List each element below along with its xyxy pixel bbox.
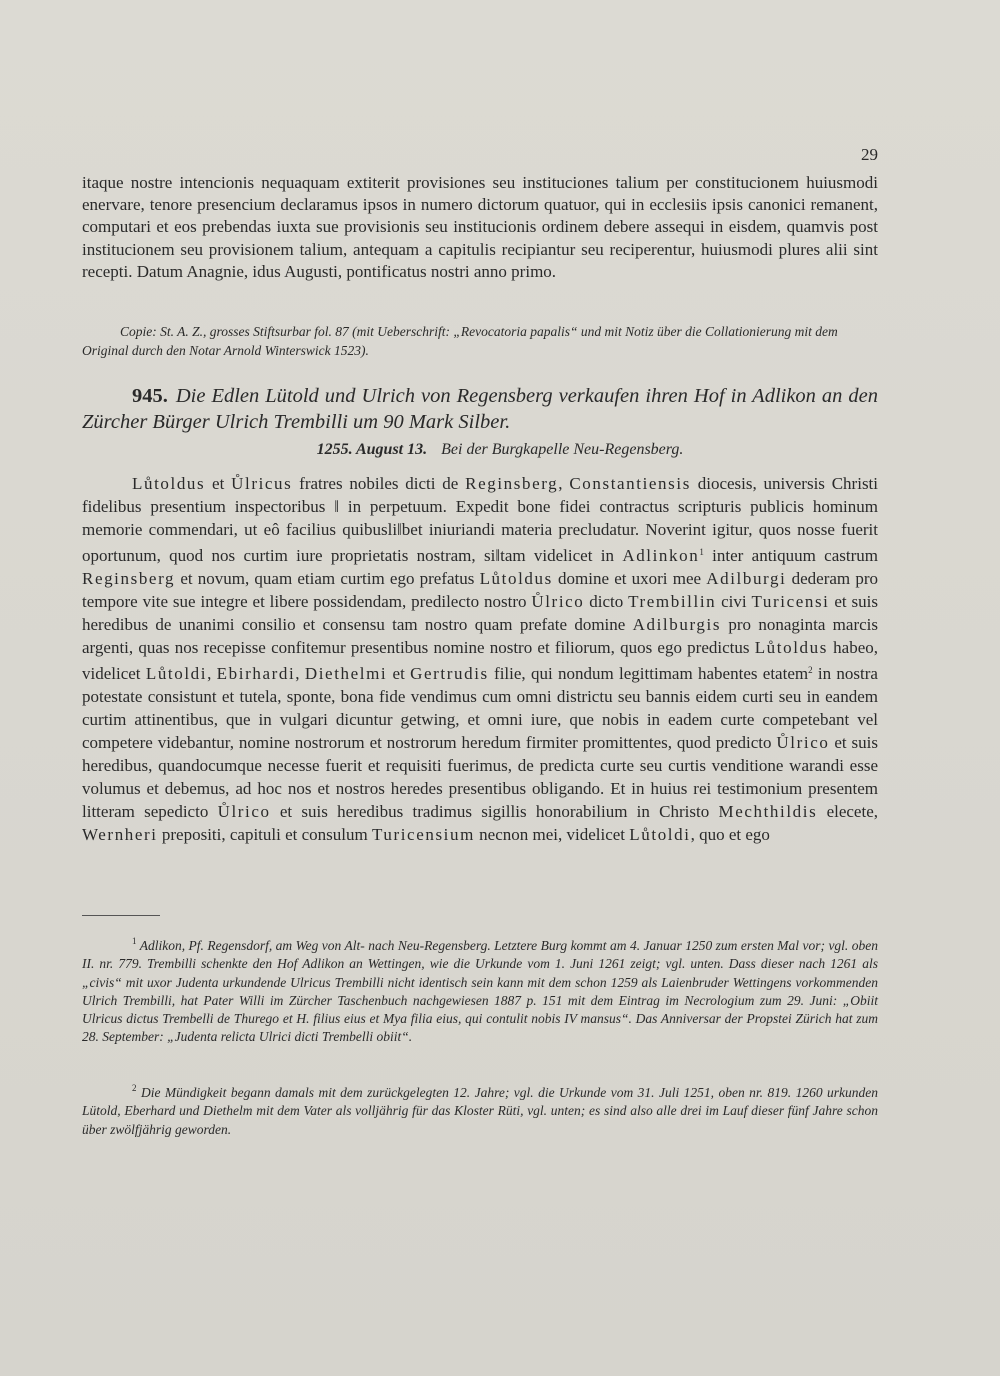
text-run: et suis heredibus de unanimi consilio et consensu tam nostro quam prefate domine [82, 592, 878, 634]
place-name: Constantiensis [569, 474, 691, 493]
person-name: Wernheri [82, 825, 158, 844]
person-name: Mechthildis [718, 802, 818, 821]
source-note-text: Copie: St. A. Z., grosses Stiftsurbar fol. 87 (mit Ueberschrift: „Revocatoria papalis“ und mit Notiz über die Collationierung mit dem Original durch den Notar Arnold Winterswick 1523). [82, 324, 838, 358]
document-number: 945. [132, 385, 168, 407]
footnote-2 [82, 1079, 878, 1139]
place-name: Reginsberg [465, 474, 559, 493]
text-run: , quo et ego [690, 825, 770, 844]
dateline [0, 441, 1000, 459]
document-place: Bei der Burgkapelle Neu-Regensberg. [441, 441, 684, 458]
place-name: Reginsberg [82, 569, 176, 588]
person-name: Ůlricus [231, 474, 293, 493]
text-run: dederam pro tempore vite sue integre et libere possidendam, predilecto nostro [82, 569, 878, 611]
place-name: Turicensi [751, 592, 830, 611]
text-run: , [558, 474, 570, 493]
person-name: Trembillin [628, 592, 717, 611]
person-name: Ůlrico [776, 733, 830, 752]
text-run: et novum, quam etiam curtim ego prefatus [175, 569, 480, 588]
place-name: Adlinkon [622, 546, 700, 565]
text-run: domine et uxori mee [552, 569, 707, 588]
text-run: pro nonaginta marcis argenti, quas nos recepisse confitemur presentibus nomine nostro et filiorum, quos ego predictus [82, 615, 878, 657]
footnote-divider [82, 915, 160, 916]
footnote-1 [82, 932, 878, 1047]
person-name: Lůtoldi [145, 664, 208, 683]
text-run: et [387, 664, 411, 683]
person-name: Ebirhardi [216, 664, 296, 683]
text-run: inter antiquum castrum [703, 546, 878, 565]
footnote-marker: 1 [132, 936, 137, 946]
text-run: dicto [584, 592, 629, 611]
text-run: civi [716, 592, 752, 611]
text-run: filie, qui nondum legittimam habentes etatem [488, 664, 809, 683]
text-run: et suis heredibus, quandocumque necesse fuerit et requisiti fuerimus, de predicta curte seu curtis venditione warandi esse volumus et debemus, ad hoc nos et nostros heredes presentibus obligando. Et in huius rei testimonium presentem litteram sepedicto [82, 733, 878, 821]
person-name: Gertrudis [410, 664, 489, 683]
charter-text [82, 472, 878, 846]
person-name: Adilburgi [706, 569, 787, 588]
document-date: 1255. August 13. [316, 441, 428, 458]
person-name: Adilburgis [632, 615, 722, 634]
place-name: Turicensium [371, 825, 475, 844]
text-run: et [205, 474, 232, 493]
footnote-ref: 2 [808, 665, 813, 675]
text-run: necnon mei, videlicet [474, 825, 630, 844]
text-run: diocesis, universis Christi fidelibus presentium inspectoribus ‖ in perpetuum. Expedit bone fidei contractus scripturis publicis hominum memorie commendari, ut eô facilius quibusli‖bet iniuriandi materia precludatur. Noverint igitur, quos nosse fuerit oportunum, quod nos curtim iure proprietatis nostram, si‖tam videlicet in [82, 474, 879, 565]
text-run: , [207, 664, 217, 683]
person-name: Ůlrico [531, 592, 585, 611]
text-run: fratres nobiles dicti de [292, 474, 466, 493]
page-number: 29 [861, 145, 878, 164]
text-run: et suis heredibus tradimus sigillis honorabilium in Christo [270, 802, 719, 821]
text-run: in nostra potestate consistunt et tutela, sponte, bona fide vendimus cum omni districtu seu bannis eidem curti seu in eandem curtim attinentibus, que in vulgari dicuntur getwing, et omni iure, que nobis in eadem curte competebant vel competere videbantur, nomine nostrorum et nostrorum heredum firmiter promittentes, quod predicto [82, 664, 878, 752]
person-name: Lůtoldus [754, 638, 828, 657]
text-run: , [295, 664, 305, 683]
person-name: Ůlrico [217, 802, 271, 821]
source-note [82, 322, 878, 360]
person-name: Lůtoldus [479, 569, 553, 588]
footnote-ref: 1 [699, 547, 704, 557]
person-name: Diethelmi [304, 664, 388, 683]
footnote-marker: 2 [132, 1083, 137, 1093]
person-name: Lůtoldi [629, 825, 691, 844]
document-heading [82, 383, 878, 435]
text-run: elecete, [817, 802, 878, 821]
footnote-text: Die Mündigkeit begann damals mit dem zurückgelegten 12. Jahre; vgl. die Urkunde vom 31. Juli 1251, oben nr. 819. 1260 urkunden Lütold, Eberhard und Diethelm mit dem Vater als volljährig für das Kloster Rüti, vgl. unten; es sind also alle drei im Lauf dieser fünf Jahre schon über zwölfjährig geworden. [82, 1085, 879, 1137]
person-name: Lůtoldus [132, 474, 206, 493]
document-title: Die Edlen Lütold und Ulrich von Regensberg verkaufen ihren Hof in Adlikon an den Zürcher Bürger Ulrich Trembilli um 90 Mark Silber. [82, 385, 878, 433]
footnote-text: Adlikon, Pf. Regensdorf, am Weg von Alt- nach Neu-Regensberg. Letztere Burg kommt am 4. Januar 1250 zum ersten Mal vor; vgl. oben II. nr. 779. Trembilli schenkte den Hof Adlikon an Wettingen, wie die Urkunde vom 1. Juni 1261 zeigt; vgl. unten. Dass dieser nach 1261 als „civis“ mit uxor Judenta urkundende Ulricus Trembilli nicht identisch sein kann mit dem schon 1259 als Laienbruder Wettingens vorkommenden Ulrich Trembilli, hat Pater Willi im Zürcher Taschenbuch nachgewiesen 1887 p. 151 mit dem Eintrag im Necrologium zum 29. Juni: „Obiit Ulricus dictus Trembelli de Thurego et H. filius eius et Mya filia eius, qui contulit nobis IV mansus“. Das Anniversar der Propstei Zürich hat zum 28. September: „Judenta relicta Ulrici dicti Trembelli obiit“. [82, 938, 879, 1045]
paragraph-continued: itaque nostre intencionis nequaquam extiterit provisiones seu instituciones talium per constitucionem huiusmodi enervare, tenore presencium declaramus ipsos in numero dictorum quatuor, qui in ecclesiis ipsis canonici remanent, computari et eos prebendas iuxta sue provisionis seu institucionis ordinem debere assequi in eisdem, quamvis post institucionem seu provisionem talium, antequam a capitulis recipiantur seu reciperentur, huiusmodi plures alii sint recepti. Datum Anagnie, idus Augusti, pontificatus nostri anno primo. [82, 173, 878, 281]
text-run: prepositi, capituli et consulum [157, 825, 372, 844]
text-run: habeo, videlicet [82, 638, 878, 683]
